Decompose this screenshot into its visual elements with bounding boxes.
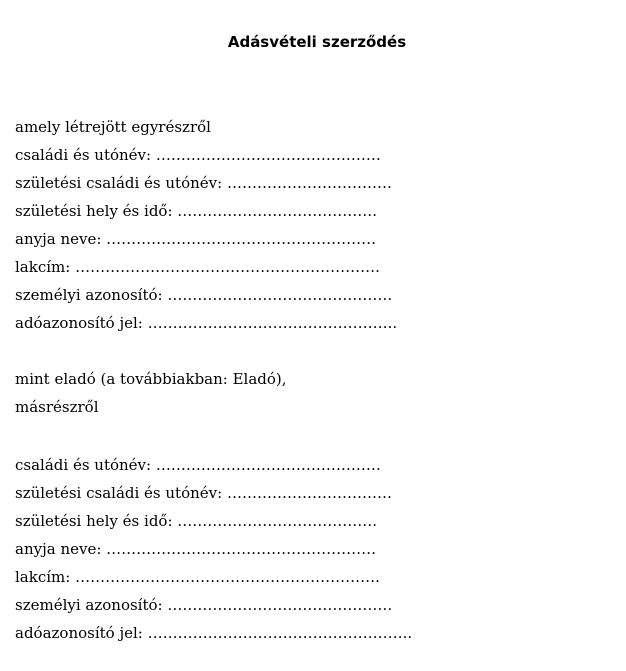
buyer-field-birth-place-date: születési hely és idő: …………………………………. [15, 512, 378, 530]
buyer-field-mother-name: anyja neve: ……………………………………………… [15, 540, 377, 558]
buyer-field-tax-id: adóazonosító jel: …………………………………………….. [15, 624, 413, 642]
seller-role-line: mint eladó (a továbbiakban: Eladó), [15, 370, 287, 388]
seller-field-tax-id: adóazonosító jel: ………………………………………….. [15, 314, 398, 332]
seller-field-address: lakcím: ……………………………………………………. [15, 258, 380, 276]
buyer-field-birth-name: születési családi és utónév: …………………………… [15, 484, 392, 502]
buyer-field-address: lakcím: ……………………………………………………. [15, 568, 380, 586]
seller-field-personal-id: személyi azonosító: ……………………………………… [15, 286, 393, 304]
buyer-field-name: családi és utónév: ……………………………………… [15, 456, 381, 474]
seller-field-mother-name: anyja neve: ……………………………………………… [15, 230, 377, 248]
seller-field-birth-name: születési családi és utónév: …………………………… [15, 174, 392, 192]
buyer-field-personal-id: személyi azonosító: ……………………………………… [15, 596, 393, 614]
seller-field-name: családi és utónév: ……………………………………… [15, 146, 381, 164]
document-title: Adásvételi szerződés [227, 33, 407, 51]
other-party-line: másrészről [15, 398, 99, 416]
intro-line: amely létrejött egyrészről [15, 118, 211, 136]
seller-field-birth-place-date: születési hely és idő: …………………………………. [15, 202, 378, 220]
